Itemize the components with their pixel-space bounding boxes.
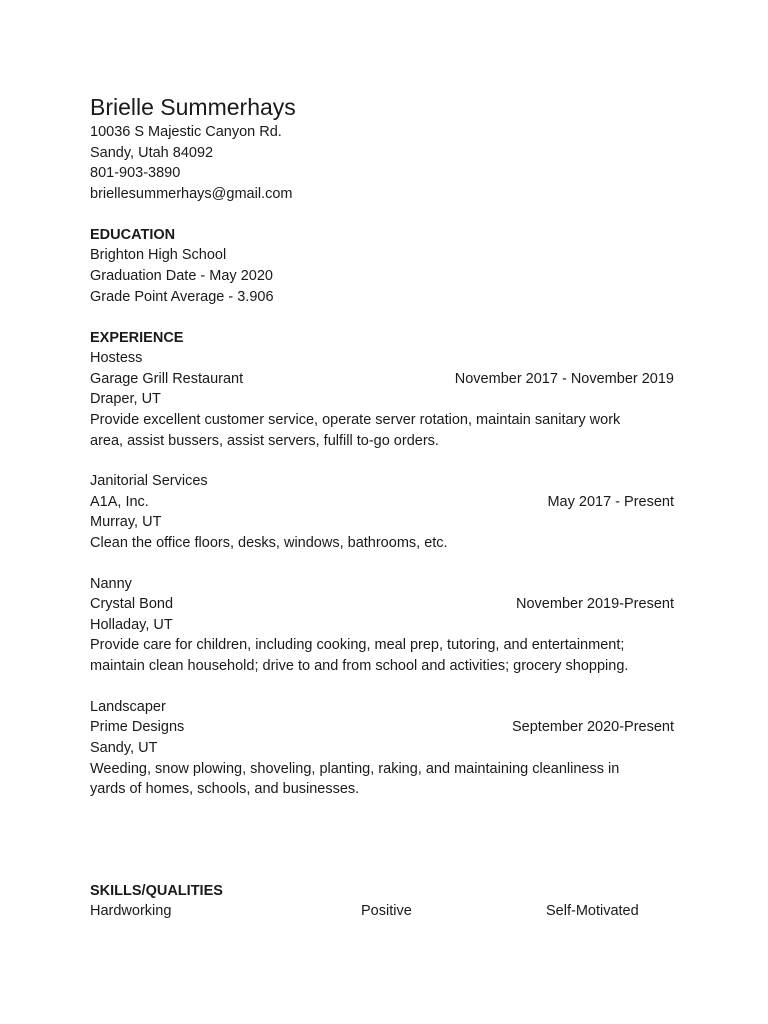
candidate-name: Brielle Summerhays bbox=[90, 94, 296, 120]
job-description-line: maintain clean household; drive to and from school and activities; grocery shopping. bbox=[90, 658, 629, 674]
skill-item: Self-Motivated bbox=[546, 903, 639, 919]
job-title: Landscaper bbox=[90, 699, 166, 715]
job-employer: Crystal Bond bbox=[90, 596, 174, 612]
job-title: Nanny bbox=[90, 576, 132, 592]
job-location: Sandy, UT bbox=[90, 740, 158, 756]
job-description-line: Clean the office floors, desks, windows, bathrooms, etc. bbox=[90, 535, 448, 551]
job-employer: Prime Designs bbox=[90, 719, 185, 735]
education-school: Brighton High School bbox=[90, 247, 227, 263]
skill-item: Positive bbox=[361, 903, 412, 919]
job-description-line: yards of homes, schools, and businesses. bbox=[90, 781, 360, 797]
job-title: Janitorial Services bbox=[90, 473, 208, 489]
skill-item: Hardworking bbox=[90, 903, 172, 919]
job-dates: November 2017 - November 2019 bbox=[454, 371, 674, 387]
address-line-2: Sandy, Utah 84092 bbox=[90, 145, 214, 161]
job-description-line: Weeding, snow plowing, shoveling, planting, raking, and maintaining cleanliness in bbox=[90, 761, 620, 777]
skills-heading: SKILLS/QUALITIES bbox=[90, 883, 223, 899]
email-address: briellesummerhays@gmail.com bbox=[90, 186, 293, 202]
experience-heading: EXPERIENCE bbox=[90, 330, 184, 346]
job-dates: May 2017 - Present bbox=[547, 494, 674, 510]
education-gpa: Grade Point Average - 3.906 bbox=[90, 289, 274, 305]
job-description-line: Provide excellent customer service, operate server rotation, maintain sanitary work bbox=[90, 412, 621, 428]
job-location: Murray, UT bbox=[90, 514, 162, 530]
address-line-1: 10036 S Majestic Canyon Rd. bbox=[90, 124, 282, 140]
job-employer: Garage Grill Restaurant bbox=[90, 371, 244, 387]
job-dates: September 2020-Present bbox=[511, 719, 674, 735]
education-heading: EDUCATION bbox=[90, 227, 176, 243]
job-employer: A1A, Inc. bbox=[90, 494, 149, 510]
job-location: Draper, UT bbox=[90, 391, 161, 407]
job-description-line: area, assist bussers, assist servers, fulfill to-go orders. bbox=[90, 433, 439, 449]
education-graduation: Graduation Date - May 2020 bbox=[90, 268, 273, 284]
job-location: Holladay, UT bbox=[90, 617, 173, 633]
job-description-line: Provide care for children, including cooking, meal prep, tutoring, and entertainment; bbox=[90, 637, 625, 653]
job-dates: November 2019-Present bbox=[516, 596, 674, 612]
phone-number: 801-903-3890 bbox=[90, 165, 181, 181]
job-title: Hostess bbox=[90, 350, 143, 366]
